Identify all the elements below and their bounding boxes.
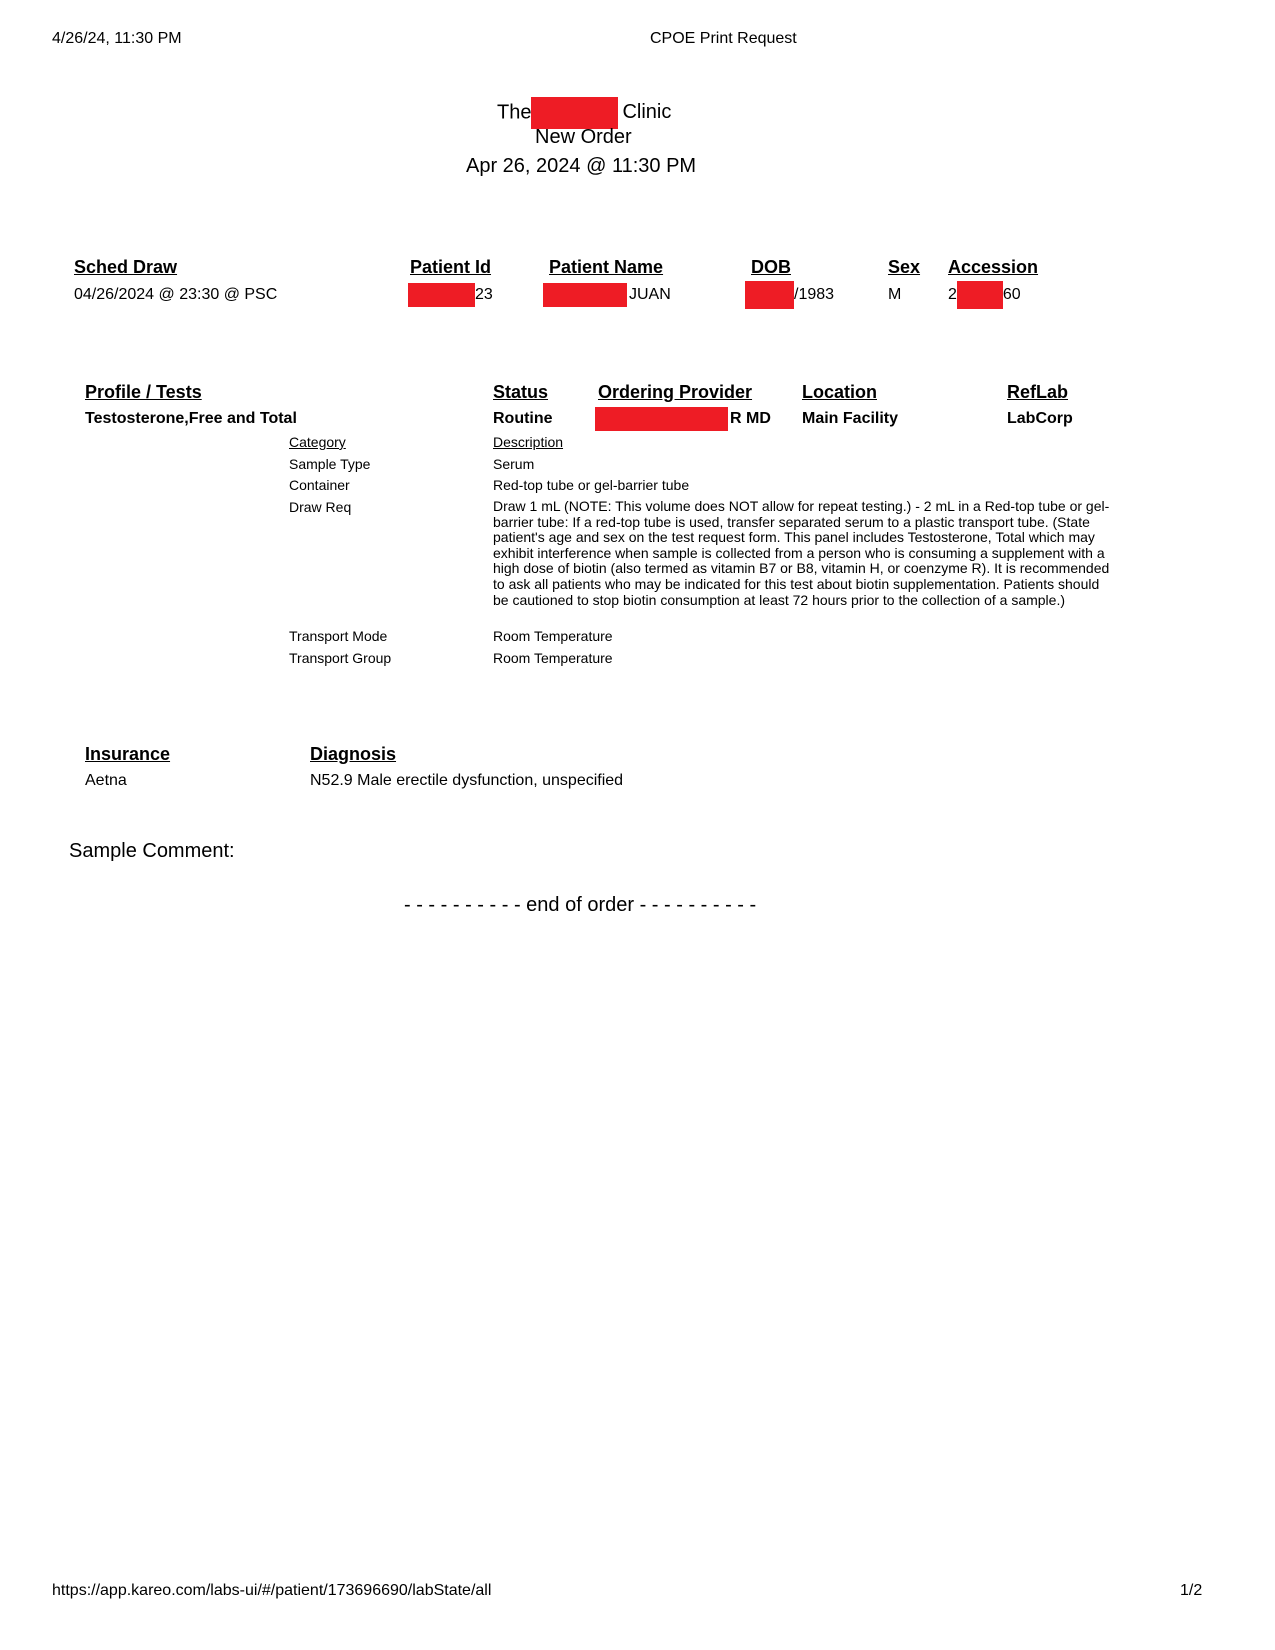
header-status: Status (493, 382, 549, 402)
header-profile-tests: Profile / Tests (85, 382, 202, 402)
print-datetime: 4/26/24, 11:30 PM (52, 30, 182, 47)
redaction-box (595, 407, 728, 431)
sample-comment-label: Sample Comment: (69, 840, 235, 862)
patient-id-suffix: 23 (475, 286, 493, 304)
header-diagnosis: Diagnosis (310, 744, 397, 764)
header-ordering-provider: Ordering Provider (598, 382, 753, 402)
insurance-value: Aetna (85, 772, 127, 789)
accession-prefix: 2 (948, 286, 957, 304)
print-title: CPOE Print Request (650, 30, 797, 47)
detail-label: Sample Type (289, 456, 371, 472)
end-of-order-line: - - - - - - - - - - end of order - - - - - - - - - - (404, 894, 757, 916)
details-header-description: Description (493, 434, 564, 450)
clinic-prefix: The (497, 101, 532, 124)
accession-suffix: 60 (1002, 286, 1021, 304)
order-datetime: Apr 26, 2024 @ 11:30 PM (466, 155, 697, 177)
clinic-name (497, 97, 671, 129)
detail-label: Container (289, 477, 350, 493)
reflab-value: LabCorp (1007, 410, 1073, 427)
redaction-box (531, 97, 618, 129)
redaction-box (957, 281, 1003, 309)
clinic-suffix: Clinic (622, 101, 672, 124)
diagnosis-value: N52.9 Male erectile dysfunction, unspecified (310, 772, 624, 789)
print-footer-url: https://app.kareo.com/labs-ui/#/patient/173696690/labState/all (52, 1582, 492, 1599)
detail-value: Room Temperature (493, 650, 613, 666)
header-sex: Sex (888, 257, 921, 277)
detail-label: Draw Req (289, 499, 352, 515)
detail-value: Serum (493, 456, 535, 472)
header-accession: Accession (948, 257, 1039, 277)
detail-value: Room Temperature (493, 628, 613, 644)
detail-value-draw-req: Draw 1 mL (NOTE: This volume does NOT allow for repeat testing.) - 2 mL in a Red-top tube or gel-barrier tube: If a red-top tube is used, transfer separated serum to a plastic transport tube. (State patient's age and sex on the test request form. This panel includes Testosterone, Total which may exhibit interference when sample is collected from a person who is consuming a supplement with a high dose of biotin (also termed as vitamin B7 or B8, vitamin H, or coenzyme R). It is recommended to ask all patients who may be indicated for this test about biotin supplementation. Patients should be cautioned to stop biotin consumption at least 72 hours prior to the collection of a sample.) (493, 498, 1110, 608)
patient-id-value (408, 283, 493, 307)
sex-value: M (888, 286, 902, 303)
accession-value (948, 281, 1021, 309)
header-patient-name: Patient Name (549, 257, 664, 277)
location-value: Main Facility (802, 410, 899, 427)
header-reflab: RefLab (1007, 382, 1069, 402)
patient-name-value (543, 283, 671, 307)
redaction-box (745, 281, 794, 309)
sched-draw-value: 04/26/2024 @ 23:30 @ PSC (74, 286, 278, 303)
provider-suffix: R MD (730, 410, 771, 428)
detail-label: Transport Group (289, 650, 392, 666)
header-location: Location (802, 382, 877, 402)
header-patient-id: Patient Id (410, 257, 492, 277)
detail-value: Red-top tube or gel-barrier tube (493, 477, 690, 493)
header-dob: DOB (751, 257, 791, 277)
header-sched-draw: Sched Draw (74, 257, 178, 277)
ordering-provider-value (595, 407, 771, 431)
order-type: New Order (535, 126, 632, 148)
dob-value (745, 281, 834, 309)
test-name: Testosterone,Free and Total (85, 410, 297, 427)
detail-label: Transport Mode (289, 628, 388, 644)
dob-suffix: /1983 (794, 286, 835, 304)
header-insurance: Insurance (85, 744, 171, 764)
patient-name-suffix: JUAN (629, 286, 671, 304)
redaction-box (543, 283, 627, 307)
details-header-category: Category (289, 434, 346, 450)
print-footer-page: 1/2 (1180, 1582, 1203, 1599)
redaction-box (408, 283, 475, 307)
test-status: Routine (493, 410, 553, 427)
